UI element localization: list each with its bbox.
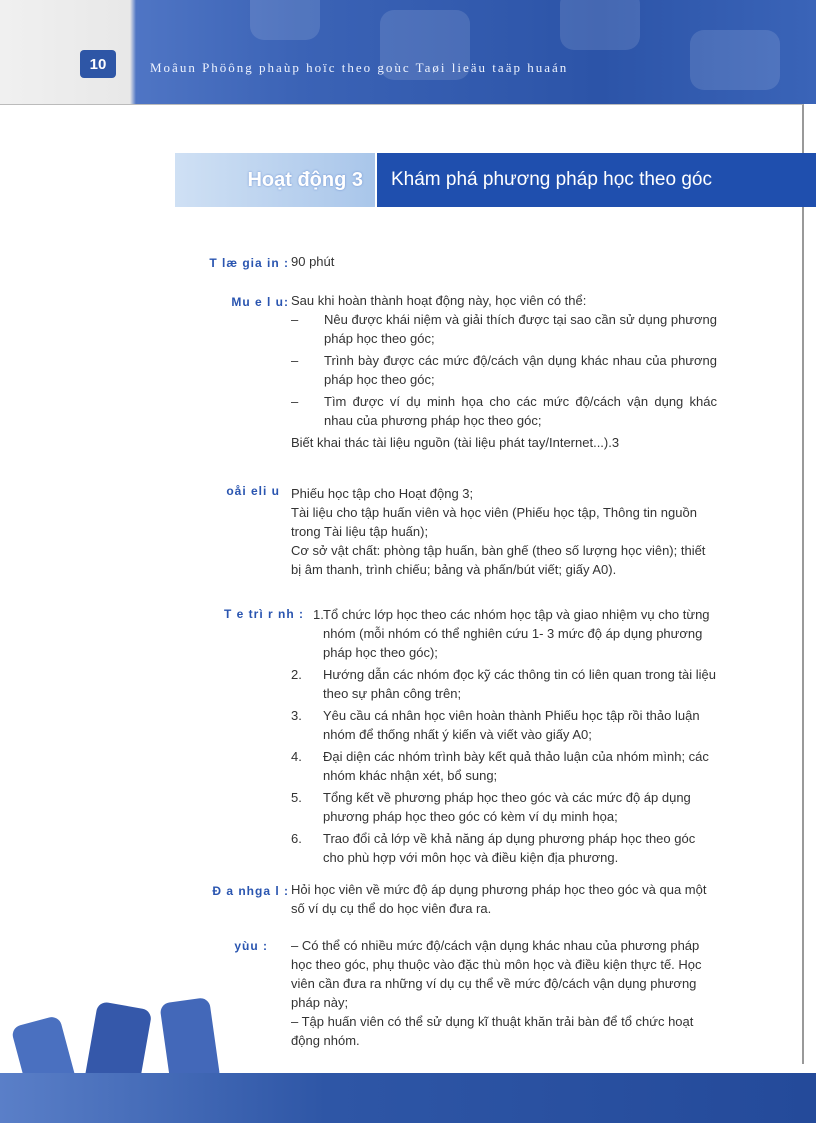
activity-badge xyxy=(175,153,375,207)
page-number: 10 xyxy=(80,50,116,78)
list-item: 5. Tổng kết về phương pháp học theo góc và các mức độ áp dụng phương pháp học theo góc có kèm ví dụ minh họa; xyxy=(291,790,691,824)
list-item: – Tập huấn viên có thể sử dụng kĩ thuật khăn trải bàn để tổ chức hoạt động nhóm. xyxy=(291,1014,694,1048)
list-item: 3. Yêu cầu cá nhân học viên hoàn thành Phiếu học tập rồi thảo luận nhóm để thống nhất ý kiến và viết vào giấy A0; xyxy=(291,708,700,742)
list-item: 4. Đại diện các nhóm trình bày kết quả thảo luận của nhóm mình; các nhóm khác nhận xét, bổ sung; xyxy=(291,749,709,783)
footer-band xyxy=(0,1073,816,1123)
process-label: T e trì r nh : xyxy=(224,607,304,621)
notes-label: yùu : xyxy=(234,939,268,953)
assessment-block xyxy=(291,880,717,918)
activity-title: Khám phá phương pháp học theo góc xyxy=(391,169,712,190)
running-title: Moâun Phöông phaùp hoïc theo goùc Taøi lieäu taäp huaán xyxy=(150,60,569,75)
time-text: 90 phút xyxy=(291,254,335,269)
list-item: 6. Trao đổi cả lớp về khả năng áp dụng phương pháp học theo góc cho phù hợp với môn học và điều kiện địa phương. xyxy=(291,831,696,865)
puzzle-decoration xyxy=(560,0,640,50)
objectives-block xyxy=(291,291,717,452)
assessment-text: Hỏi học viên về mức độ áp dụng phương pháp học theo góc và qua một số ví dụ cụ thể do học viên đưa ra. xyxy=(291,882,707,916)
list-item: 1. Tổ chức lớp học theo các nhóm học tập và giao nhiệm vụ cho từng nhóm (mỗi nhóm có thể nghiên cứu 1- 3 mức độ áp dụng phương pháp học theo góc); xyxy=(313,607,710,660)
list-item: Phiếu học tập cho Hoạt động 3; xyxy=(291,486,474,501)
header-band xyxy=(0,0,816,104)
list-item: Tài liệu cho tập huấn viên và học viên (Phiếu học tập, Thông tin nguồn trong Tài liệu tập huấn); xyxy=(291,505,697,539)
list-item: – Nêu được khái niệm và giải thích được tại sao cần sử dụng phương pháp học theo góc; xyxy=(291,312,717,346)
puzzle-decoration xyxy=(690,30,780,90)
list-item: Cơ sở vật chất: phòng tập huấn, bàn ghế (theo số lượng học viên); thiết bị âm thanh, trình chiếu; bảng và phấn/bút viết; giấy A0). xyxy=(291,543,706,577)
process-block xyxy=(291,605,717,870)
list-item: – Có thể có nhiều mức độ/cách vận dụng khác nhau của phương pháp học theo góc, phụ thuộc vào đặc thù môn học và điều kiện thực tế. Học viên cần đưa ra những ví dụ cụ thể về mức độ/cách vận dụng phương pháp này; xyxy=(291,938,702,1010)
materials-label: oåi eli u xyxy=(226,484,280,498)
time-value xyxy=(291,252,717,271)
materials-block xyxy=(291,484,717,579)
objectives-intro: Sau khi hoàn thành hoạt động này, học viên có thể: xyxy=(291,293,587,308)
objectives-extra: Biết khai thác tài liệu nguồn (tài liệu phát tay/Internet...).3 xyxy=(291,435,620,450)
activity-title-bar xyxy=(377,153,816,207)
list-item: 2. Hướng dẫn các nhóm đọc kỹ các thông tin có liên quan trong tài liệu theo sự phân công trên; xyxy=(291,667,717,701)
notes-block xyxy=(291,936,717,1050)
time-label: T læ gia in : xyxy=(209,256,289,270)
activity-badge-label: Hoạt động 3 xyxy=(247,168,363,191)
list-item: – Tìm được ví dụ minh họa cho các mức độ/cách vận dụng khác nhau của phương pháp học theo góc; xyxy=(291,394,717,428)
assessment-label: Ð a nhga l : xyxy=(212,884,289,898)
list-item: – Trình bày được các mức độ/cách vận dụng khác nhau của phương pháp học theo góc; xyxy=(291,353,717,387)
content-frame xyxy=(0,104,804,1064)
objectives-label: Mu e l u: xyxy=(231,295,289,309)
puzzle-decoration xyxy=(250,0,320,40)
